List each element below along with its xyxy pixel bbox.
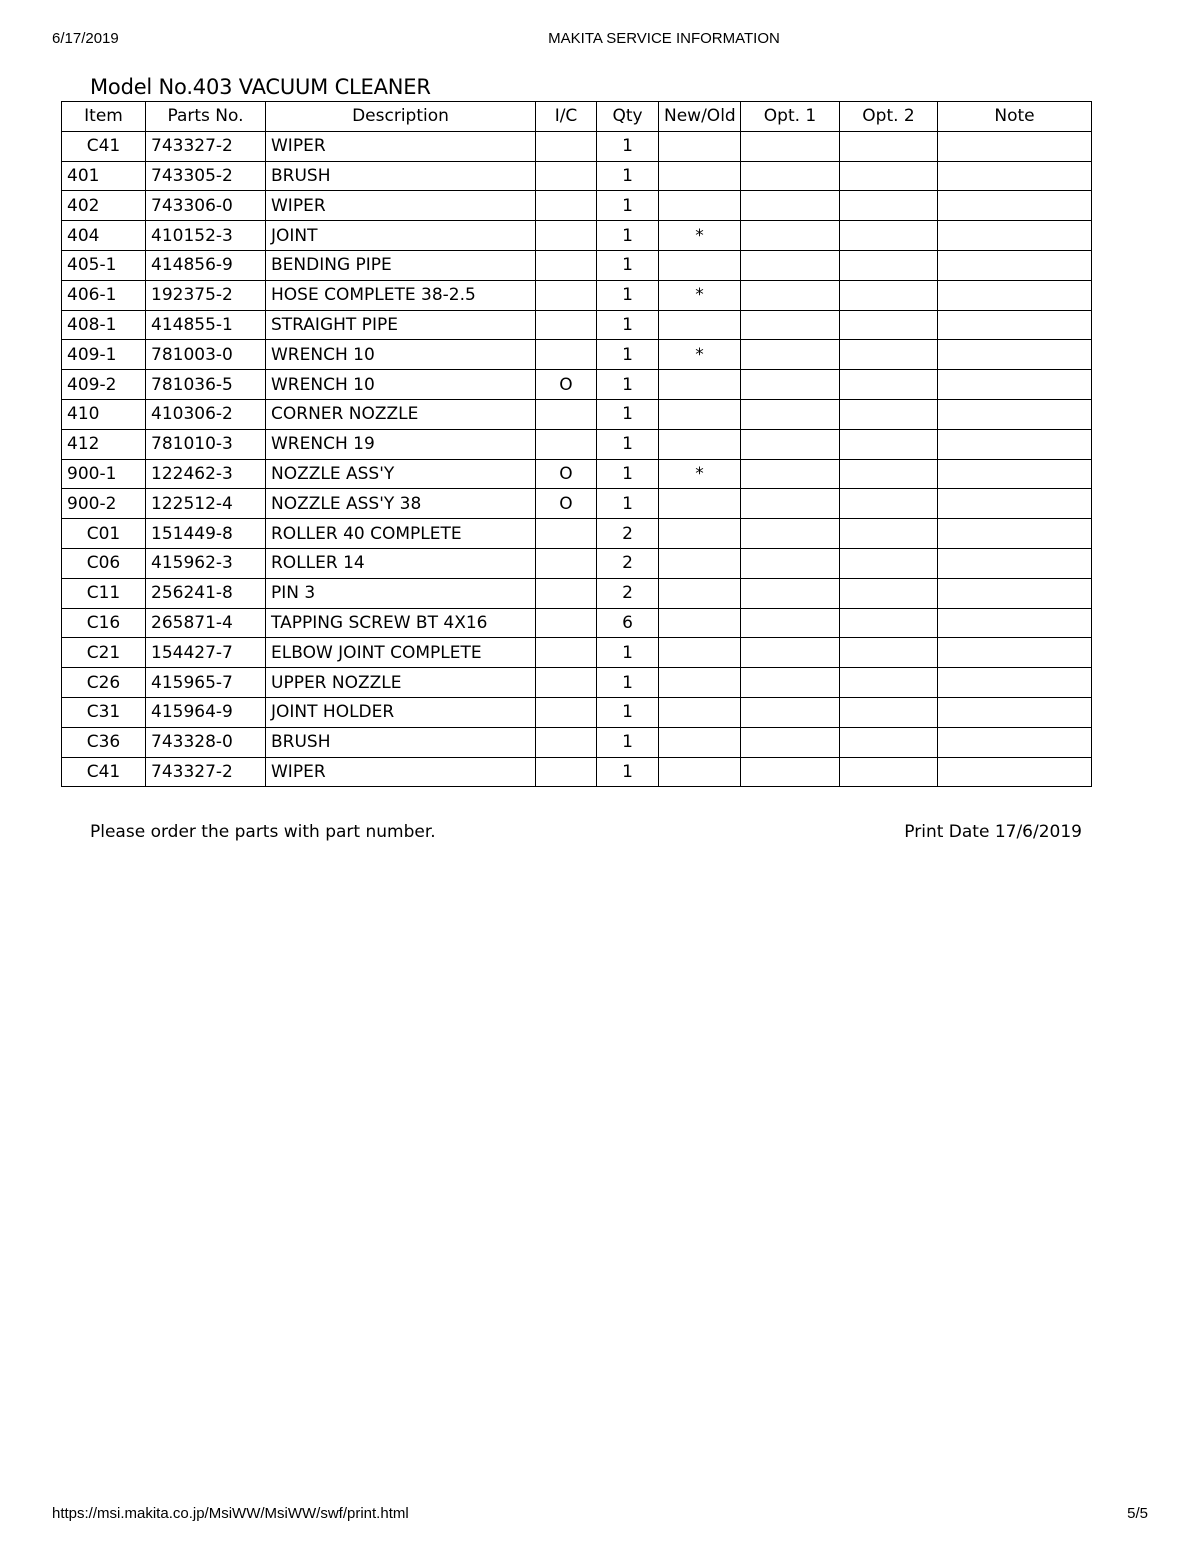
cell-item: 402 — [62, 191, 146, 221]
cell-note — [938, 250, 1092, 280]
cell-parts-no: 265871-4 — [146, 608, 266, 638]
cell-qty: 2 — [597, 578, 659, 608]
cell-new-old — [659, 519, 741, 549]
cell-item: C11 — [62, 578, 146, 608]
cell-ic: O — [536, 459, 597, 489]
cell-parts-no: 415964-9 — [146, 697, 266, 727]
cell-new-old — [659, 161, 741, 191]
cell-qty: 1 — [597, 161, 659, 191]
cell-description: WIPER — [266, 191, 536, 221]
table-row — [62, 221, 1092, 251]
cell-opt1 — [741, 370, 840, 400]
cell-new-old: * — [659, 280, 741, 310]
cell-description: ELBOW JOINT COMPLETE — [266, 638, 536, 668]
cell-parts-no: 781036-5 — [146, 370, 266, 400]
cell-qty: 1 — [597, 370, 659, 400]
table-row — [62, 250, 1092, 280]
cell-opt2 — [840, 429, 938, 459]
cell-ic — [536, 519, 597, 549]
cell-item: 404 — [62, 221, 146, 251]
cell-item: 900-1 — [62, 459, 146, 489]
cell-opt2 — [840, 191, 938, 221]
cell-opt1 — [741, 131, 840, 161]
table-row — [62, 668, 1092, 698]
cell-ic — [536, 131, 597, 161]
cell-description: BENDING PIPE — [266, 250, 536, 280]
cell-opt2 — [840, 608, 938, 638]
cell-ic — [536, 668, 597, 698]
cell-opt2 — [840, 221, 938, 251]
table-row — [62, 548, 1092, 578]
cell-item: C06 — [62, 548, 146, 578]
cell-note — [938, 310, 1092, 340]
cell-new-old — [659, 578, 741, 608]
cell-note — [938, 668, 1092, 698]
cell-description: JOINT — [266, 221, 536, 251]
cell-qty: 2 — [597, 519, 659, 549]
cell-note — [938, 459, 1092, 489]
cell-opt1 — [741, 221, 840, 251]
cell-parts-no: 743328-0 — [146, 727, 266, 757]
cell-new-old — [659, 250, 741, 280]
cell-description: STRAIGHT PIPE — [266, 310, 536, 340]
cell-item: C16 — [62, 608, 146, 638]
cell-note — [938, 429, 1092, 459]
cell-parts-no: 743327-2 — [146, 757, 266, 787]
cell-ic — [536, 399, 597, 429]
cell-opt1 — [741, 638, 840, 668]
cell-new-old — [659, 370, 741, 400]
cell-opt2 — [840, 250, 938, 280]
cell-new-old — [659, 191, 741, 221]
cell-qty: 1 — [597, 340, 659, 370]
cell-ic — [536, 727, 597, 757]
cell-new-old: * — [659, 459, 741, 489]
cell-ic — [536, 548, 597, 578]
cell-opt1 — [741, 340, 840, 370]
cell-qty: 6 — [597, 608, 659, 638]
col-header-qty: Qty — [597, 102, 659, 132]
cell-ic — [536, 161, 597, 191]
cell-note — [938, 727, 1092, 757]
cell-new-old — [659, 757, 741, 787]
cell-opt1 — [741, 757, 840, 787]
cell-qty: 1 — [597, 638, 659, 668]
cell-new-old — [659, 489, 741, 519]
cell-item: C21 — [62, 638, 146, 668]
parts-table-body — [62, 131, 1092, 787]
col-header-note: Note — [938, 102, 1092, 132]
cell-ic — [536, 340, 597, 370]
col-header-item: Item — [62, 102, 146, 132]
cell-note — [938, 399, 1092, 429]
cell-opt2 — [840, 340, 938, 370]
model-title: Model No.403 VACUUM CLEANER — [90, 75, 431, 99]
cell-item: C36 — [62, 727, 146, 757]
cell-new-old — [659, 608, 741, 638]
cell-item: 401 — [62, 161, 146, 191]
col-header-description: Description — [266, 102, 536, 132]
cell-new-old — [659, 429, 741, 459]
cell-item: 412 — [62, 429, 146, 459]
cell-new-old — [659, 727, 741, 757]
table-row — [62, 519, 1092, 549]
cell-new-old — [659, 548, 741, 578]
cell-description: BRUSH — [266, 727, 536, 757]
cell-item: C31 — [62, 697, 146, 727]
table-row — [62, 489, 1092, 519]
cell-ic — [536, 280, 597, 310]
cell-ic — [536, 221, 597, 251]
cell-qty: 1 — [597, 668, 659, 698]
cell-description: HOSE COMPLETE 38-2.5 — [266, 280, 536, 310]
cell-description: WRENCH 19 — [266, 429, 536, 459]
cell-new-old: * — [659, 221, 741, 251]
cell-parts-no: 151449-8 — [146, 519, 266, 549]
cell-description: TAPPING SCREW BT 4X16 — [266, 608, 536, 638]
col-header-new-old: New/Old — [659, 102, 741, 132]
cell-ic — [536, 638, 597, 668]
cell-ic — [536, 310, 597, 340]
cell-description: UPPER NOZZLE — [266, 668, 536, 698]
cell-note — [938, 548, 1092, 578]
cell-qty: 1 — [597, 399, 659, 429]
col-header-opt2: Opt. 2 — [840, 102, 938, 132]
cell-note — [938, 519, 1092, 549]
table-row — [62, 608, 1092, 638]
cell-description: NOZZLE ASS'Y 38 — [266, 489, 536, 519]
cell-item: 405-1 — [62, 250, 146, 280]
cell-opt2 — [840, 757, 938, 787]
cell-parts-no: 781003-0 — [146, 340, 266, 370]
cell-parts-no: 192375-2 — [146, 280, 266, 310]
col-header-opt1: Opt. 1 — [741, 102, 840, 132]
cell-note — [938, 578, 1092, 608]
cell-description: WRENCH 10 — [266, 370, 536, 400]
cell-qty: 1 — [597, 429, 659, 459]
order-note: Please order the parts with part number. — [90, 822, 436, 842]
table-row — [62, 131, 1092, 161]
cell-opt2 — [840, 668, 938, 698]
cell-description: BRUSH — [266, 161, 536, 191]
cell-ic — [536, 250, 597, 280]
cell-opt1 — [741, 489, 840, 519]
header-title: MAKITA SERVICE INFORMATION — [548, 30, 780, 47]
cell-item: C26 — [62, 668, 146, 698]
cell-ic — [536, 697, 597, 727]
cell-item: 900-2 — [62, 489, 146, 519]
cell-qty: 1 — [597, 280, 659, 310]
cell-note — [938, 370, 1092, 400]
cell-opt1 — [741, 578, 840, 608]
table-row — [62, 429, 1092, 459]
cell-parts-no: 256241-8 — [146, 578, 266, 608]
cell-item: C01 — [62, 519, 146, 549]
cell-qty: 1 — [597, 459, 659, 489]
parts-table — [61, 101, 1092, 787]
cell-opt1 — [741, 161, 840, 191]
cell-parts-no: 415965-7 — [146, 668, 266, 698]
cell-opt2 — [840, 548, 938, 578]
cell-description: JOINT HOLDER — [266, 697, 536, 727]
cell-qty: 1 — [597, 310, 659, 340]
cell-description: WIPER — [266, 131, 536, 161]
cell-description: NOZZLE ASS'Y — [266, 459, 536, 489]
cell-opt1 — [741, 429, 840, 459]
cell-opt1 — [741, 548, 840, 578]
cell-item: 408-1 — [62, 310, 146, 340]
cell-description: WRENCH 10 — [266, 340, 536, 370]
table-row — [62, 280, 1092, 310]
cell-opt2 — [840, 310, 938, 340]
cell-opt2 — [840, 370, 938, 400]
cell-description: PIN 3 — [266, 578, 536, 608]
table-row — [62, 638, 1092, 668]
cell-opt2 — [840, 161, 938, 191]
cell-ic — [536, 578, 597, 608]
cell-parts-no: 122462-3 — [146, 459, 266, 489]
cell-opt2 — [840, 399, 938, 429]
table-row — [62, 459, 1092, 489]
cell-parts-no: 743305-2 — [146, 161, 266, 191]
col-header-ic: I/C — [536, 102, 597, 132]
cell-ic — [536, 191, 597, 221]
cell-parts-no: 743306-0 — [146, 191, 266, 221]
cell-new-old — [659, 399, 741, 429]
table-row — [62, 191, 1092, 221]
print-date: Print Date 17/6/2019 — [904, 822, 1082, 842]
cell-item: 410 — [62, 399, 146, 429]
cell-parts-no: 414856-9 — [146, 250, 266, 280]
cell-qty: 1 — [597, 250, 659, 280]
cell-parts-no: 410306-2 — [146, 399, 266, 429]
cell-ic: O — [536, 370, 597, 400]
cell-qty: 1 — [597, 191, 659, 221]
cell-opt2 — [840, 280, 938, 310]
table-row — [62, 727, 1092, 757]
cell-note — [938, 697, 1092, 727]
cell-new-old — [659, 638, 741, 668]
cell-opt2 — [840, 578, 938, 608]
table-row — [62, 310, 1092, 340]
cell-opt1 — [741, 727, 840, 757]
cell-description: CORNER NOZZLE — [266, 399, 536, 429]
cell-opt1 — [741, 280, 840, 310]
cell-opt2 — [840, 638, 938, 668]
table-row — [62, 697, 1092, 727]
table-row — [62, 340, 1092, 370]
cell-opt1 — [741, 668, 840, 698]
cell-opt1 — [741, 310, 840, 340]
cell-new-old — [659, 668, 741, 698]
cell-opt2 — [840, 459, 938, 489]
cell-note — [938, 131, 1092, 161]
cell-opt2 — [840, 519, 938, 549]
table-row — [62, 578, 1092, 608]
cell-qty: 1 — [597, 489, 659, 519]
cell-opt1 — [741, 459, 840, 489]
cell-note — [938, 280, 1092, 310]
cell-note — [938, 638, 1092, 668]
cell-new-old — [659, 697, 741, 727]
header-date: 6/17/2019 — [52, 30, 119, 47]
footer-url: https://msi.makita.co.jp/MsiWW/MsiWW/swf/print.html — [52, 1505, 409, 1522]
cell-note — [938, 191, 1092, 221]
cell-ic — [536, 429, 597, 459]
table-header-row — [62, 102, 1092, 132]
cell-note — [938, 608, 1092, 638]
table-row — [62, 161, 1092, 191]
cell-qty: 1 — [597, 131, 659, 161]
cell-opt2 — [840, 697, 938, 727]
cell-note — [938, 340, 1092, 370]
cell-description: ROLLER 40 COMPLETE — [266, 519, 536, 549]
cell-opt1 — [741, 250, 840, 280]
cell-description: ROLLER 14 — [266, 548, 536, 578]
cell-item: C41 — [62, 131, 146, 161]
cell-note — [938, 221, 1092, 251]
cell-parts-no: 410152-3 — [146, 221, 266, 251]
cell-new-old: * — [659, 340, 741, 370]
table-row — [62, 370, 1092, 400]
cell-ic: O — [536, 489, 597, 519]
cell-item: C41 — [62, 757, 146, 787]
cell-qty: 1 — [597, 727, 659, 757]
cell-opt1 — [741, 697, 840, 727]
cell-qty: 2 — [597, 548, 659, 578]
cell-note — [938, 489, 1092, 519]
cell-new-old — [659, 310, 741, 340]
cell-parts-no: 781010-3 — [146, 429, 266, 459]
table-row — [62, 757, 1092, 787]
cell-item: 409-1 — [62, 340, 146, 370]
cell-parts-no: 414855-1 — [146, 310, 266, 340]
cell-description: WIPER — [266, 757, 536, 787]
cell-opt2 — [840, 489, 938, 519]
cell-parts-no: 122512-4 — [146, 489, 266, 519]
cell-item: 406-1 — [62, 280, 146, 310]
cell-item: 409-2 — [62, 370, 146, 400]
cell-note — [938, 161, 1092, 191]
cell-opt1 — [741, 399, 840, 429]
cell-opt1 — [741, 608, 840, 638]
cell-opt2 — [840, 131, 938, 161]
page-number: 5/5 — [1127, 1505, 1148, 1522]
cell-qty: 1 — [597, 697, 659, 727]
cell-new-old — [659, 131, 741, 161]
cell-ic — [536, 608, 597, 638]
cell-qty: 1 — [597, 757, 659, 787]
cell-ic — [536, 757, 597, 787]
col-header-parts-no: Parts No. — [146, 102, 266, 132]
table-row — [62, 399, 1092, 429]
cell-parts-no: 415962-3 — [146, 548, 266, 578]
cell-opt2 — [840, 727, 938, 757]
cell-parts-no: 154427-7 — [146, 638, 266, 668]
cell-opt1 — [741, 191, 840, 221]
cell-parts-no: 743327-2 — [146, 131, 266, 161]
cell-qty: 1 — [597, 221, 659, 251]
cell-opt1 — [741, 519, 840, 549]
cell-note — [938, 757, 1092, 787]
